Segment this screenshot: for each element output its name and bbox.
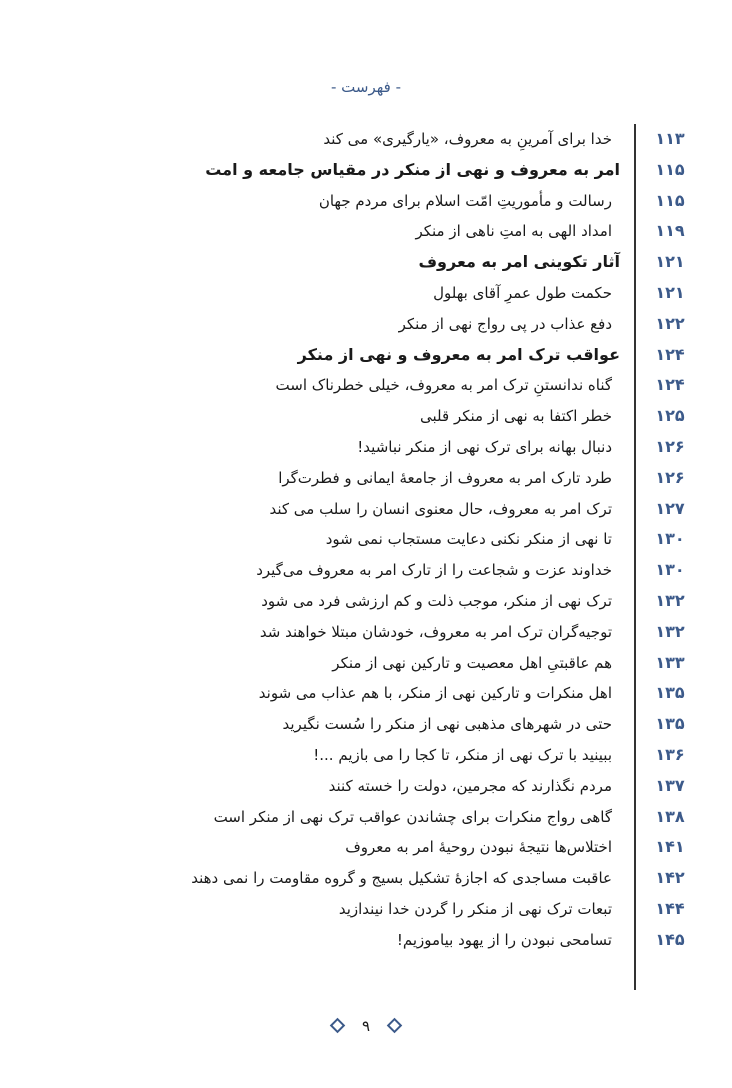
toc-entry-title: خطر اکتفا به نهی از منکر قلبی xyxy=(420,407,612,426)
toc-page-number: ۱۱۹ xyxy=(655,221,685,241)
toc-row[interactable] xyxy=(0,155,732,185)
toc-page-number: ۱۳۰ xyxy=(655,560,685,580)
toc-row[interactable] xyxy=(0,894,732,924)
toc-entry-title: توجیه‌گران ترک امر به معروف، خودشان مبتلا خواهند شد xyxy=(259,622,612,641)
toc-row[interactable] xyxy=(0,524,732,554)
toc-page-number: ۱۳۲ xyxy=(655,591,685,610)
toc-page-number: ۱۴۵ xyxy=(655,929,685,949)
toc-page-number: ۱۲۴ xyxy=(655,344,685,364)
toc-page-number: ۱۴۴ xyxy=(655,899,685,918)
toc-page-number: ۱۱۵ xyxy=(655,159,685,179)
toc-page-number: ۱۳۷ xyxy=(655,775,685,795)
toc-page-number: ۱۳۸ xyxy=(655,806,685,826)
toc-row[interactable] xyxy=(0,186,732,216)
table-of-contents xyxy=(0,124,732,984)
toc-row[interactable] xyxy=(0,925,732,955)
toc-entry-title: رسالت و مأموریتِ امّت اسلام برای مردم جهان xyxy=(318,191,612,210)
toc-page-number: ۱۳۵ xyxy=(655,683,685,703)
diamond-ornament-icon xyxy=(387,1018,403,1034)
toc-row[interactable] xyxy=(0,124,732,154)
toc-row[interactable] xyxy=(0,370,732,400)
toc-entry-title: دنبال بهانه برای ترک نهی از منکر نباشید! xyxy=(357,438,612,456)
toc-row[interactable] xyxy=(0,863,732,893)
toc-page-number: ۱۲۶ xyxy=(655,437,685,456)
toc-page-number: ۱۳۰ xyxy=(655,529,685,549)
toc-section-heading: آثار تکوینی امر به معروف xyxy=(418,252,620,272)
toc-entry-title: خدا برای آمرینِ به معروف، «یارگیری» می کند xyxy=(323,130,612,148)
toc-entry-title: هم عاقبتیِ اهل معصیت و تارکین نهی از منکر xyxy=(332,653,612,672)
toc-row[interactable] xyxy=(0,340,732,370)
toc-entry-title: تبعات ترک نهی از منکر را گردن خدا نیندازید xyxy=(338,900,612,918)
toc-row[interactable] xyxy=(0,247,732,277)
toc-row[interactable] xyxy=(0,771,732,801)
toc-row[interactable] xyxy=(0,463,732,493)
toc-entry-title: تا نهی از منکر نکنی دعایت مستجاب نمی شود xyxy=(325,530,612,549)
toc-row[interactable] xyxy=(0,555,732,585)
toc-row[interactable] xyxy=(0,832,732,862)
toc-entry-title: حکمت طول عمرِ آقای بهلول xyxy=(433,284,612,302)
toc-entry-title: مردم نگذارند که مجرمین، دولت را خسته کنند xyxy=(328,776,612,795)
toc-section-heading: عواقب ترک امر به معروف و نهی از منکر xyxy=(297,344,620,364)
toc-entry-title: ترک نهی از منکر، موجب ذلت و کم ارزشی فرد می شود xyxy=(261,592,612,610)
toc-entry-title: ببینید با ترک نهی از منکر، تا کجا را می بازیم ...! xyxy=(313,746,612,764)
toc-entry-title: امداد الهی به امتِ ناهی از منکر xyxy=(415,222,612,241)
toc-row[interactable] xyxy=(0,309,732,339)
toc-section-heading: امر به معروف و نهی از منکر در مقیاس جامعه و امت xyxy=(205,159,620,179)
toc-row[interactable] xyxy=(0,432,732,462)
toc-page-number: ۱۲۱ xyxy=(655,283,685,302)
toc-entry-title: تسامحی نبودن را از یهود بیاموزیم! xyxy=(396,930,612,949)
toc-entry-title: دفع عذاب در پی رواج نهی از منکر xyxy=(398,314,612,333)
toc-page-number: ۱۴۱ xyxy=(655,837,685,857)
toc-page-number: ۱۲۶ xyxy=(655,467,685,487)
toc-page-number: ۱۲۵ xyxy=(655,406,685,426)
toc-page-number: ۱۳۳ xyxy=(655,652,685,672)
diamond-ornament-icon xyxy=(330,1018,346,1034)
toc-row[interactable] xyxy=(0,802,732,832)
toc-row[interactable] xyxy=(0,678,732,708)
page-number: ۹ xyxy=(361,1016,371,1035)
toc-entry-title: عاقبت مساجدی که اجازهٔ تشکیل بسیج و گروه مقاومت را نمی دهند xyxy=(191,869,612,888)
toc-page-number: ۱۳۲ xyxy=(655,621,685,641)
toc-row[interactable] xyxy=(0,278,732,308)
toc-row[interactable] xyxy=(0,648,732,678)
toc-row[interactable] xyxy=(0,586,732,616)
page-header-title: - فهرست - xyxy=(330,78,402,96)
toc-entry-title: اهل منکرات و تارکین نهی از منکر، با هم عذاب می شوند xyxy=(258,684,612,703)
toc-page-number: ۱۴۲ xyxy=(655,868,685,888)
toc-page-number: ۱۲۴ xyxy=(655,375,685,395)
toc-entry-title: گناه ندانستنِ ترک امر به معروف، خیلی خطرناک است xyxy=(275,376,612,395)
toc-entry-title: اختلاس‌ها نتیجهٔ نبودن روحیهٔ امر به معروف xyxy=(345,838,612,857)
toc-entry-title: طرد تارک امر به معروف از جامعهٔ ایمانی و فطرت‌گرا xyxy=(278,468,612,487)
toc-entry-title: گاهی رواج منکرات برای چشاندن عواقب ترک نهی از منکر است xyxy=(213,807,612,826)
toc-row[interactable] xyxy=(0,740,732,770)
toc-page-number: ۱۳۵ xyxy=(655,714,685,734)
toc-page-number: ۱۲۷ xyxy=(655,498,685,518)
toc-row[interactable] xyxy=(0,216,732,246)
toc-entry-title: خداوند عزت و شجاعت را از تارک امر به معروف می‌گیرد xyxy=(256,561,612,580)
toc-row[interactable] xyxy=(0,617,732,647)
toc-entry-title: ترک امر به معروف، حال معنوی انسان را سلب می کند xyxy=(269,499,612,518)
toc-page-number: ۱۱۵ xyxy=(655,190,685,210)
page-footer xyxy=(0,1016,732,1035)
toc-page-number: ۱۲۲ xyxy=(655,313,685,333)
toc-page-number: ۱۳۶ xyxy=(655,745,685,764)
toc-row[interactable] xyxy=(0,494,732,524)
toc-row[interactable] xyxy=(0,709,732,739)
toc-row[interactable] xyxy=(0,401,732,431)
toc-page-number: ۱۱۳ xyxy=(655,129,685,148)
toc-entry-title: حتی در شهرهای مذهبی نهی از منکر را سُست نگیرید xyxy=(282,715,612,734)
toc-page-number: ۱۲۱ xyxy=(655,252,685,272)
